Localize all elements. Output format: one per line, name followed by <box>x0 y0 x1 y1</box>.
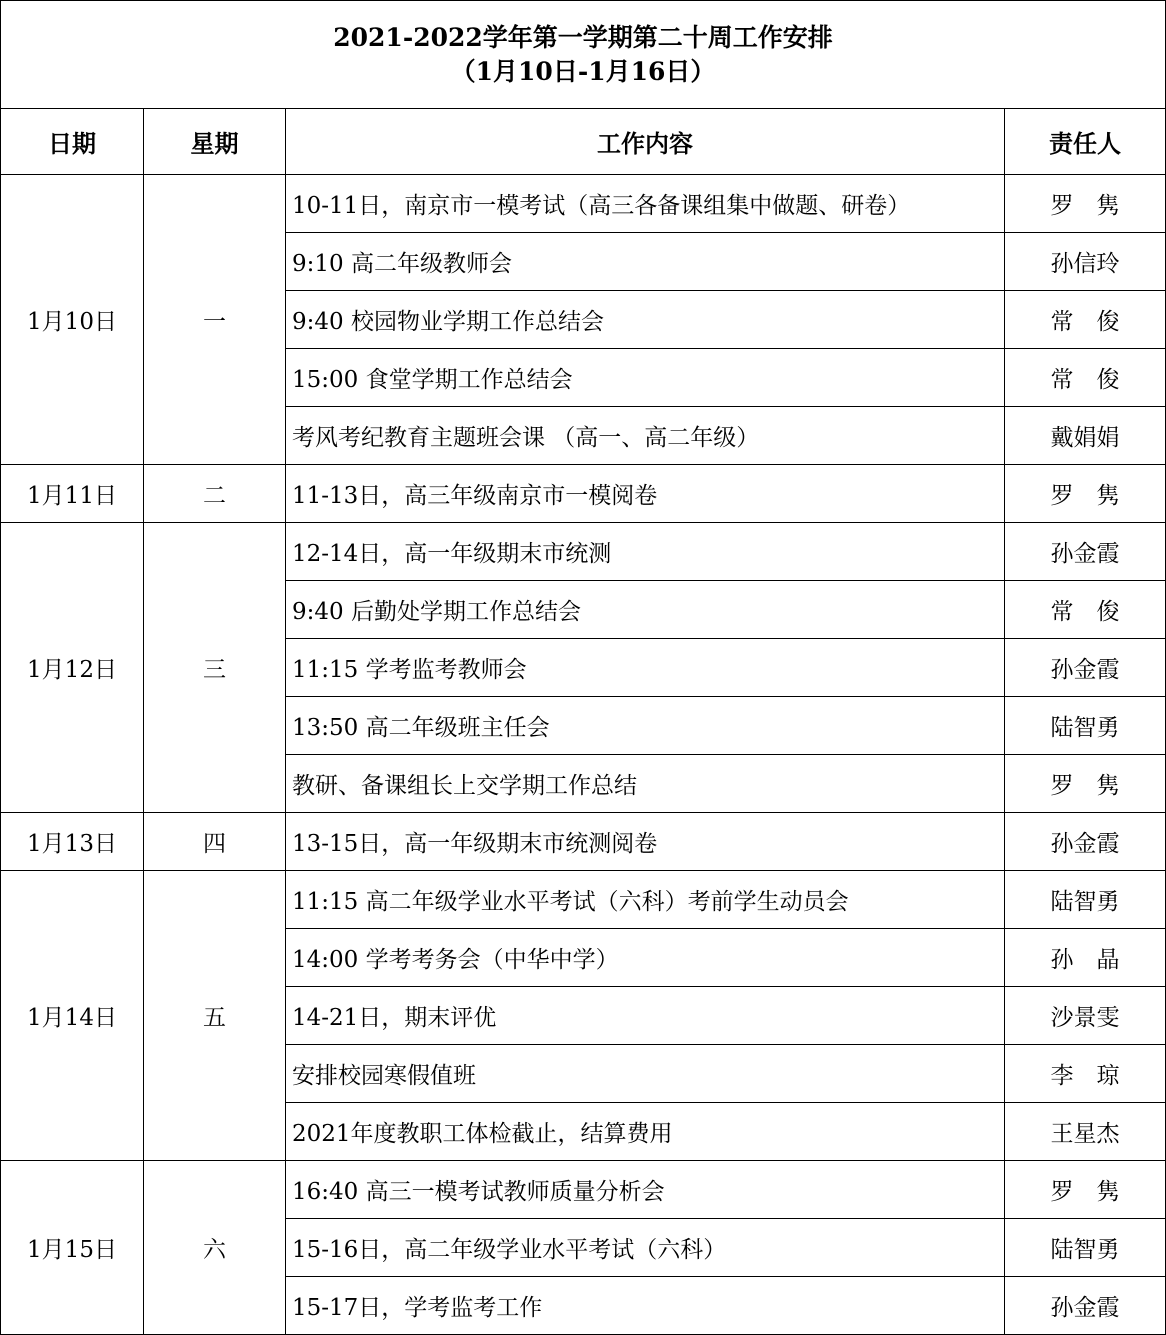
task-owner-cell: 孙金霞 <box>1005 813 1166 871</box>
header-weekday: 星期 <box>144 109 286 175</box>
date-cell: 1月14日 <box>1 871 144 1161</box>
date-cell: 1月10日 <box>1 175 144 465</box>
header-owner: 责任人 <box>1005 109 1166 175</box>
table-row <box>1 175 1166 233</box>
task-owner-cell: 王星杰 <box>1005 1103 1166 1161</box>
task-owner-cell: 孙金霞 <box>1005 523 1166 581</box>
date-cell: 1月13日 <box>1 813 144 871</box>
task-content-cell: 11:15 学考监考教师会 <box>286 639 1005 697</box>
title-row <box>1 1 1166 109</box>
task-owner-cell: 孙金霞 <box>1005 1277 1166 1335</box>
task-content-cell: 13:50 高二年级班主任会 <box>286 697 1005 755</box>
header-date: 日期 <box>1 109 144 175</box>
task-owner-cell: 孙金霞 <box>1005 639 1166 697</box>
task-owner-cell: 常 俊 <box>1005 349 1166 407</box>
date-cell: 1月12日 <box>1 523 144 813</box>
task-content-cell: 11:15 高二年级学业水平考试（六科）考前学生动员会 <box>286 871 1005 929</box>
task-content-cell: 11-13日，高三年级南京市一模阅卷 <box>286 465 1005 523</box>
task-content-cell: 教研、备课组长上交学期工作总结 <box>286 755 1005 813</box>
schedule-title <box>1 1 1166 109</box>
task-owner-cell: 常 俊 <box>1005 581 1166 639</box>
weekday-cell: 三 <box>144 523 286 813</box>
task-content-cell: 15:00 食堂学期工作总结会 <box>286 349 1005 407</box>
task-owner-cell: 陆智勇 <box>1005 1219 1166 1277</box>
task-owner-cell: 陆智勇 <box>1005 871 1166 929</box>
task-content-cell: 16:40 高三一模考试教师质量分析会 <box>286 1161 1005 1219</box>
task-content-cell: 9:10 高二年级教师会 <box>286 233 1005 291</box>
task-content-cell: 2021年度教职工体检截止，结算费用 <box>286 1103 1005 1161</box>
date-cell: 1月15日 <box>1 1161 144 1335</box>
task-owner-cell: 孙 晶 <box>1005 929 1166 987</box>
weekday-cell: 一 <box>144 175 286 465</box>
task-content-cell: 14-21日，期末评优 <box>286 987 1005 1045</box>
task-content-cell: 10-11日，南京市一模考试（高三各备课组集中做题、研卷） <box>286 175 1005 233</box>
weekday-cell: 四 <box>144 813 286 871</box>
header-row <box>1 109 1166 175</box>
table-row <box>1 871 1166 929</box>
task-content-cell: 15-16日，高二年级学业水平考试（六科） <box>286 1219 1005 1277</box>
title-line-2: （1月10日-1月16日） <box>450 56 716 86</box>
task-content-cell: 13-15日，高一年级期末市统测阅卷 <box>286 813 1005 871</box>
date-cell: 1月11日 <box>1 465 144 523</box>
table-row <box>1 523 1166 581</box>
task-owner-cell: 沙景雯 <box>1005 987 1166 1045</box>
task-owner-cell: 李 琼 <box>1005 1045 1166 1103</box>
weekday-cell: 六 <box>144 1161 286 1335</box>
weekday-cell: 二 <box>144 465 286 523</box>
task-content-cell: 15-17日，学考监考工作 <box>286 1277 1005 1335</box>
task-owner-cell: 陆智勇 <box>1005 697 1166 755</box>
task-content-cell: 14:00 学考考务会（中华中学） <box>286 929 1005 987</box>
schedule-body <box>1 175 1166 1335</box>
table-row <box>1 813 1166 871</box>
table-row <box>1 465 1166 523</box>
task-owner-cell: 常 俊 <box>1005 291 1166 349</box>
task-content-cell: 考风考纪教育主题班会课 （高一、高二年级） <box>286 407 1005 465</box>
task-content-cell: 9:40 后勤处学期工作总结会 <box>286 581 1005 639</box>
task-content-cell: 安排校园寒假值班 <box>286 1045 1005 1103</box>
weekday-cell: 五 <box>144 871 286 1161</box>
task-content-cell: 9:40 校园物业学期工作总结会 <box>286 291 1005 349</box>
task-owner-cell: 罗 隽 <box>1005 1161 1166 1219</box>
task-owner-cell: 罗 隽 <box>1005 755 1166 813</box>
table-row <box>1 1161 1166 1219</box>
header-content: 工作内容 <box>286 109 1005 175</box>
task-owner-cell: 罗 隽 <box>1005 175 1166 233</box>
task-owner-cell: 罗 隽 <box>1005 465 1166 523</box>
title-line-1: 2021-2022学年第一学期第二十周工作安排 <box>333 22 833 52</box>
task-owner-cell: 孙信玲 <box>1005 233 1166 291</box>
task-owner-cell: 戴娟娟 <box>1005 407 1166 465</box>
task-content-cell: 12-14日，高一年级期末市统测 <box>286 523 1005 581</box>
